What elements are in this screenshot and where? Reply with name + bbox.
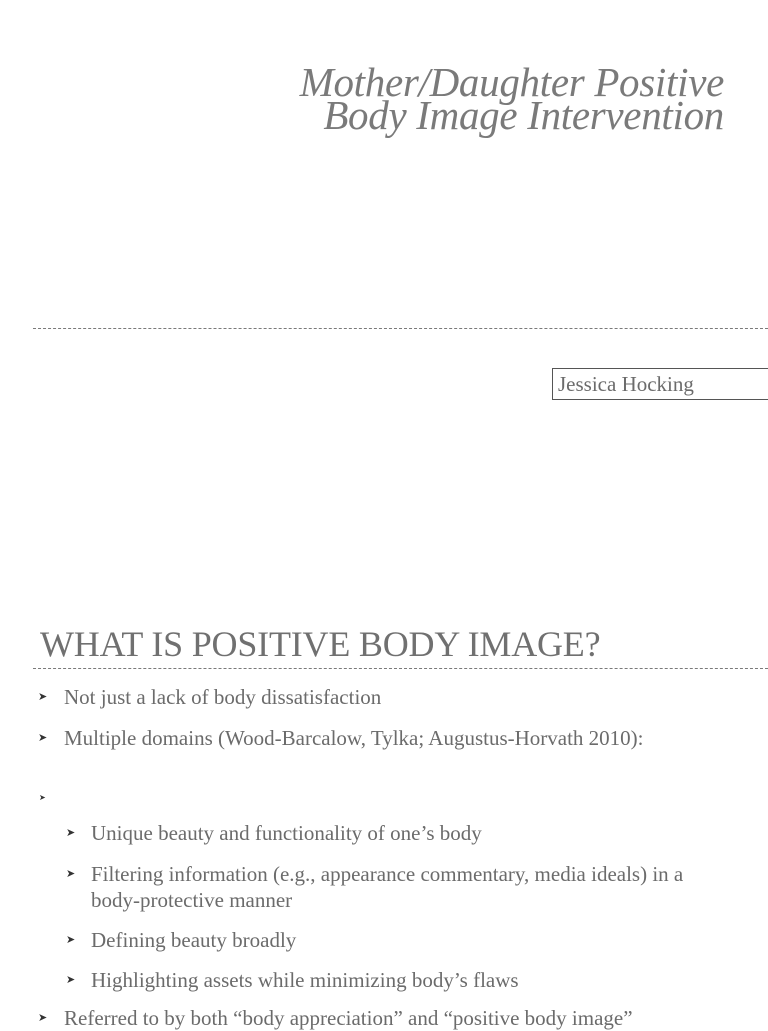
- slide-title-line2: Body Image Intervention: [323, 92, 724, 138]
- arrowhead-bullet-icon: ➤: [39, 793, 46, 802]
- sub-bullet-text: Unique beauty and functionality of one’s body: [91, 821, 482, 845]
- bullet-item: [38, 725, 704, 751]
- arrowhead-bullet-icon: ➤: [38, 732, 48, 744]
- slide-title: [299, 59, 724, 138]
- author-textbox[interactable]: Jessica Hocking: [552, 368, 768, 400]
- bullet-text: Multiple domains (Wood-Barcalow, Tylka; Augustus-Horvath 2010):: [64, 726, 644, 750]
- sub-bullet-text: Filtering information (e.g., appearance commentary, media ideals) in a body-protective manner: [91, 862, 684, 912]
- sub-bullet-item: [66, 861, 691, 913]
- slide-title-line1: Mother/Daughter Positive: [299, 59, 724, 105]
- bullet-text: Referred to by both “body appreciation” and “positive body image”: [64, 1006, 633, 1030]
- arrowhead-bullet-icon: ➤: [66, 974, 76, 986]
- sub-bullet-item: [66, 967, 691, 993]
- title-divider: [33, 328, 768, 329]
- slide-heading: WHAT IS POSITIVE BODY IMAGE?: [40, 624, 601, 664]
- arrowhead-bullet-icon: ➤: [66, 827, 76, 839]
- heading-divider: [33, 668, 768, 669]
- arrowhead-bullet-icon: ➤: [38, 691, 48, 703]
- content-slide: [0, 600, 768, 1030]
- arrowhead-bullet-icon: ➤: [38, 1012, 48, 1024]
- sub-bullet-text: Defining beauty broadly: [91, 928, 297, 952]
- sub-bullet-item: [66, 927, 691, 953]
- arrowhead-bullet-icon: ➤: [66, 934, 76, 946]
- arrowhead-bullet-icon: ➤: [66, 868, 76, 880]
- sub-bullet-text: Highlighting assets while minimizing body’s flaws: [91, 968, 519, 992]
- sub-bullet-item: [66, 820, 691, 846]
- bullet-item: [38, 1005, 744, 1031]
- bullet-item: [38, 684, 704, 710]
- bullet-text: Not just a lack of body dissatisfaction: [64, 685, 382, 709]
